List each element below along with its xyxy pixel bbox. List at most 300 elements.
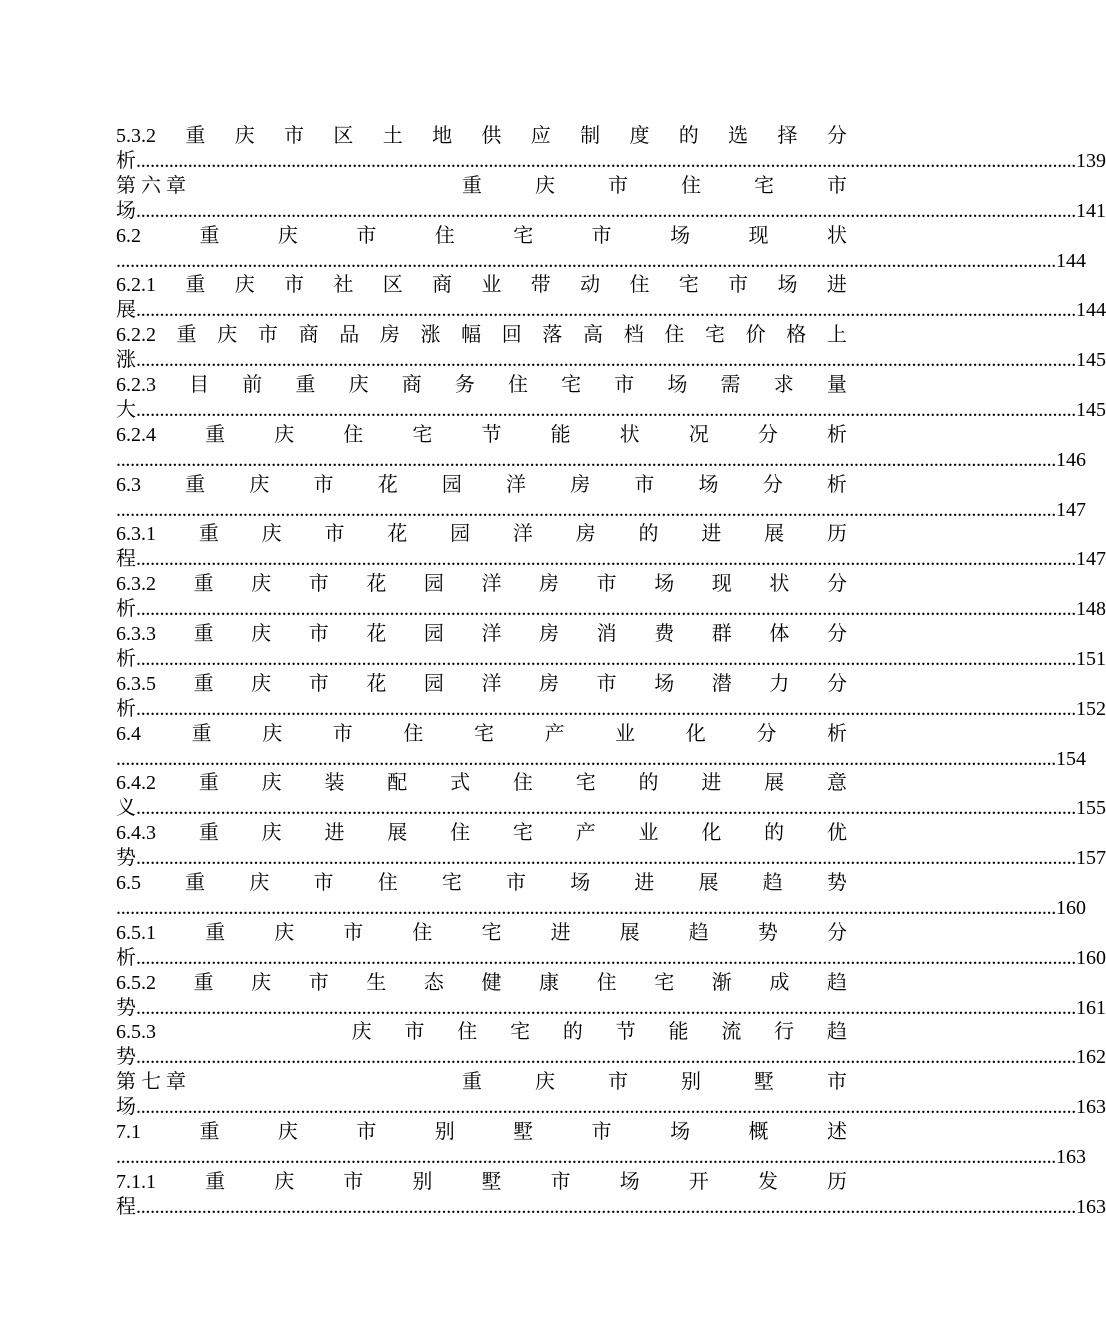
toc-entry[interactable] [116, 1170, 1106, 1220]
toc-section-number: 6.3.2 [116, 573, 156, 596]
toc-title-char: 洋 [481, 622, 502, 645]
toc-entry[interactable] [116, 423, 1087, 473]
toc-title-char: 宅 [512, 822, 533, 845]
toc-page-number: 162 [1076, 1046, 1106, 1069]
toc-title-char: 宅 [510, 1021, 531, 1044]
toc-title-char: 场 [777, 274, 798, 297]
toc-leader-dots: ........................................................................................................................................................................................................ [136, 797, 1077, 820]
toc-title-char: 展 [619, 921, 640, 944]
toc-title-char: 概 [748, 1120, 769, 1143]
toc-entry-leader-line [116, 647, 1106, 672]
toc-page-number: 146 [1056, 448, 1087, 471]
toc-title-char: 洋 [481, 672, 502, 695]
toc-entry-leader-line [116, 896, 1087, 921]
toc-title-char: 市 [284, 125, 305, 147]
toc-title-char: 务 [454, 373, 475, 396]
toc-entry-heading-line [116, 971, 847, 996]
toc-title-char: 庆 [261, 523, 282, 546]
toc-title-char: 现 [748, 224, 769, 247]
toc-title-char: 庆 [277, 1120, 298, 1143]
toc-entry-leader-line [116, 249, 1087, 274]
toc-title-char: 市 [827, 1071, 847, 1094]
toc-title-char: 房 [539, 573, 560, 596]
toc-title-char: 式 [450, 772, 471, 795]
toc-entry-leader-line [116, 846, 1106, 871]
toc-section-number: 7.1.1 [116, 1170, 156, 1193]
toc-title-char: 优 [826, 822, 847, 845]
toc-entry-leader-line [116, 398, 1106, 423]
toc-title-char: 分 [826, 921, 847, 944]
toc-title-tail: 程 [116, 1195, 136, 1218]
toc-title-char: 重 [193, 573, 214, 596]
toc-page-number: 160 [1056, 896, 1087, 919]
toc-entry[interactable] [116, 224, 1087, 274]
toc-title-char: 上 [826, 324, 847, 347]
toc-entry[interactable] [116, 323, 1106, 373]
toc-entry-leader-line [116, 996, 1106, 1021]
toc-entry-heading-line [116, 323, 847, 348]
toc-entry[interactable] [116, 921, 1106, 971]
toc-title-char: 市 [827, 174, 847, 197]
toc-page-number: 157 [1076, 847, 1106, 870]
toc-leader-dots: ........................................................................................................................................................................................................ [136, 847, 1077, 870]
toc-entry-heading-line [116, 622, 847, 647]
toc-entry-heading-line [116, 1070, 847, 1095]
toc-title-char: 市 [343, 921, 364, 944]
toc-title-char: 市 [313, 871, 334, 894]
toc-title-char: 分 [756, 722, 777, 745]
toc-title-char: 度 [629, 125, 650, 147]
toc-title-char: 档 [623, 324, 644, 347]
toc-section-number: 6.5.3 [116, 1021, 156, 1044]
toc-title-char: 行 [774, 1021, 795, 1044]
toc-title-char: 展 [764, 772, 785, 795]
toc-leader-dots: ........................................................................................................................................................................................................ [136, 946, 1077, 969]
toc-title-char: 花 [366, 573, 387, 596]
toc-entry-heading-line [116, 473, 847, 498]
toc-title-char: 庆 [274, 423, 295, 446]
toc-title-char: 重 [191, 722, 212, 745]
toc-page-number: 144 [1076, 299, 1106, 322]
toc-title-char: 重 [176, 324, 197, 347]
toc-leader-dots: ........................................................................................................................................................................................................ [116, 896, 1057, 919]
toc-title-char: 市 [591, 1120, 612, 1143]
toc-section-number: 6.5 [116, 871, 141, 894]
toc-title-char: 住 [596, 971, 617, 994]
toc-leader-dots: ........................................................................................................................................................................................................ [136, 398, 1077, 421]
toc-title-char: 市 [324, 523, 345, 546]
toc-section-number: 6.3.5 [116, 672, 156, 695]
toc-title-char: 的 [764, 822, 785, 845]
toc-title-char: 的 [562, 1021, 583, 1044]
toc-title-char: 择 [777, 125, 798, 147]
toc-entry[interactable] [116, 373, 1106, 423]
toc-entry[interactable] [116, 821, 1106, 871]
toc-title-char: 场 [619, 1170, 640, 1193]
toc-title-char: 历 [826, 1170, 847, 1193]
toc-title-char: 价 [745, 324, 766, 347]
toc-title-char: 别 [434, 1120, 455, 1143]
toc-title-char: 宅 [473, 722, 494, 745]
toc-title-char: 商 [298, 324, 319, 347]
toc-title-char: 能 [550, 423, 571, 446]
toc-page-number: 160 [1076, 946, 1106, 969]
toc-title-char: 庆 [535, 174, 555, 197]
toc-entry[interactable] [116, 871, 1087, 921]
toc-entry-heading-line [116, 722, 847, 747]
toc-title-tail: 析 [116, 150, 136, 172]
toc-title-char: 庆 [234, 125, 255, 147]
toc-page-number: 139 [1076, 150, 1106, 172]
toc-leader-dots: ........................................................................................................................................................................................................ [136, 697, 1077, 720]
toc-title-char: 进 [634, 871, 655, 894]
toc-entry[interactable] [116, 622, 1106, 672]
toc-title-char: 状 [769, 573, 790, 596]
toc-title-tail: 析 [116, 647, 136, 670]
toc-section-number: 7.1 [116, 1120, 141, 1143]
toc-title-char: 庆 [251, 971, 272, 994]
toc-title-char: 市 [404, 1021, 425, 1044]
toc-title-char: 化 [701, 822, 722, 845]
toc-title-char: 市 [257, 324, 278, 347]
toc-section-number: 6.5.1 [116, 921, 156, 944]
toc-title-char: 应 [530, 125, 551, 147]
toc-page-number: 151 [1076, 647, 1106, 670]
toc-entry[interactable] [116, 672, 1106, 722]
toc-section-number: 6.5.2 [116, 971, 156, 994]
toc-title-char: 洋 [481, 573, 502, 596]
toc-page-number: 163 [1076, 1096, 1106, 1119]
toc-title-char: 园 [423, 573, 444, 596]
toc-title-char: 趋 [826, 1021, 847, 1044]
toc-title-char: 品 [339, 324, 360, 347]
toc-title-char: 场 [570, 871, 591, 894]
toc-title-char: 宅 [441, 871, 462, 894]
toc-title-char: 前 [242, 373, 263, 396]
toc-title-char: 进 [550, 921, 571, 944]
toc-title-char: 市 [591, 224, 612, 247]
toc-title-char: 析 [826, 722, 847, 745]
toc-title-char: 健 [481, 971, 502, 994]
toc-title-char: 重 [193, 971, 214, 994]
toc-title-char: 重 [185, 125, 206, 147]
toc-title-tail: 场 [116, 1096, 136, 1119]
toc-title-char: 住 [412, 921, 433, 944]
toc-title-char: 园 [423, 622, 444, 645]
toc-title-char: 展 [764, 523, 785, 546]
toc-title-char: 别 [412, 1170, 433, 1193]
toc-title-char: 市 [308, 573, 329, 596]
toc-title-char: 庆 [234, 274, 255, 297]
toc-title-char: 市 [608, 174, 628, 197]
toc-title-char: 重 [193, 622, 214, 645]
toc-title-char: 住 [403, 722, 424, 745]
toc-title-char: 目 [189, 373, 210, 396]
toc-title-char: 发 [757, 1170, 778, 1193]
toc-title-char: 供 [481, 125, 502, 147]
toc-title-char: 格 [786, 324, 807, 347]
toc-title-char: 流 [721, 1021, 742, 1044]
toc-title-char: 幅 [461, 324, 482, 347]
toc-entry[interactable] [116, 722, 1087, 772]
toc-entry-heading-line [116, 1170, 847, 1195]
toc-leader-dots: ........................................................................................................................................................................................................ [136, 1096, 1077, 1119]
toc-title-char: 庆 [249, 473, 270, 496]
toc-title-char: 重 [185, 473, 206, 496]
toc-title-char: 商 [401, 373, 422, 396]
toc-title-char: 庆 [274, 921, 295, 944]
toc-title-char: 市 [308, 672, 329, 695]
toc-entry[interactable] [116, 971, 1106, 1021]
toc-title-tail: 义 [116, 797, 136, 820]
toc-title-tail: 析 [116, 598, 136, 621]
toc-section-number: 6.4.3 [116, 822, 156, 845]
toc-entry[interactable] [116, 273, 1106, 323]
toc-page-number: 152 [1076, 697, 1106, 720]
toc-title-char: 市 [313, 473, 334, 496]
toc-page-number: 145 [1076, 349, 1106, 372]
toc-title-char: 市 [343, 1170, 364, 1193]
toc-leader-dots: ........................................................................................................................................................................................................ [136, 1046, 1077, 1069]
toc-title-char: 花 [366, 672, 387, 695]
toc-title-char: 重 [198, 822, 219, 845]
toc-title-char: 成 [769, 971, 790, 994]
toc-title-char: 群 [711, 622, 732, 645]
toc-entry[interactable] [116, 473, 1087, 523]
toc-title-char: 花 [366, 622, 387, 645]
toc-title-char: 选 [728, 125, 749, 147]
toc-title-char: 况 [688, 423, 709, 446]
toc-leader-dots: ........................................................................................................................................................................................................ [136, 548, 1077, 571]
toc-title-char: 状 [826, 224, 847, 247]
toc-title-char: 涨 [420, 324, 441, 347]
toc-title-char: 进 [826, 274, 847, 297]
toc-title-char: 动 [580, 274, 601, 297]
toc-title-char: 回 [501, 324, 522, 347]
toc-title-char: 房 [539, 672, 560, 695]
toc-leader-dots: ........................................................................................................................................................................................................ [136, 647, 1077, 670]
toc-title-char: 住 [512, 772, 533, 795]
toc-title-char: 费 [654, 622, 675, 645]
toc-entry-heading-line [116, 224, 847, 249]
toc-entry-leader-line [116, 348, 1106, 373]
toc-entry[interactable] [116, 1120, 1087, 1170]
toc-entry[interactable] [116, 124, 1106, 174]
toc-title-char: 消 [596, 622, 617, 645]
toc-title-char: 带 [530, 274, 551, 297]
toc-title-char: 市 [308, 622, 329, 645]
toc-title-char: 房 [575, 523, 596, 546]
toc-entry[interactable] [116, 771, 1106, 821]
toc-title-char: 住 [629, 274, 650, 297]
toc-title-char: 庆 [262, 722, 283, 745]
toc-title-char: 住 [507, 373, 528, 396]
toc-entry-heading-line [116, 572, 847, 597]
toc-title-char: 展 [387, 822, 408, 845]
toc-title-char: 产 [575, 822, 596, 845]
toc-leader-dots: ........................................................................................................................................................................................................ [116, 1145, 1057, 1168]
toc-title-char: 现 [711, 573, 732, 596]
toc-title-char: 庆 [217, 324, 238, 347]
toc-title-char: 宅 [575, 772, 596, 795]
toc-title-char: 重 [295, 373, 316, 396]
toc-title-char: 宅 [754, 174, 774, 197]
toc-title-char: 园 [423, 672, 444, 695]
toc-leader-dots: ........................................................................................................................................................................................................ [136, 598, 1077, 621]
toc-title-char: 土 [382, 125, 403, 147]
toc-title-char: 住 [457, 1021, 478, 1044]
toc-leader-dots: ........................................................................................................................................................................................................ [136, 199, 1077, 222]
toc-title-char: 宅 [561, 373, 582, 396]
toc-title-char: 场 [654, 672, 675, 695]
toc-title-char: 历 [826, 523, 847, 546]
toc-leader-dots: ........................................................................................................................................................................................................ [136, 299, 1077, 322]
toc-title-char: 趋 [762, 871, 783, 894]
toc-title-char: 化 [685, 722, 706, 745]
toc-title-char: 配 [387, 772, 408, 795]
toc-title-char: 园 [450, 523, 471, 546]
toc-title-char: 开 [688, 1170, 709, 1193]
toc-title-char: 墅 [513, 1120, 534, 1143]
toc-page-number: 141 [1076, 199, 1106, 222]
toc-title-char: 场 [670, 1120, 691, 1143]
toc-title-char: 洋 [506, 473, 527, 496]
toc-entry-heading-line [116, 1020, 847, 1045]
toc-title-char: 分 [757, 423, 778, 446]
toc-title-char: 住 [377, 871, 398, 894]
toc-title-char: 进 [324, 822, 345, 845]
toc-section-number: 6.2 [116, 224, 141, 247]
toc-title-char: 市 [614, 373, 635, 396]
toc-title-char: 趋 [826, 971, 847, 994]
toc-section-number: 6.3.3 [116, 622, 156, 645]
toc-title-char: 住 [450, 822, 471, 845]
toc-title-char: 洋 [512, 523, 533, 546]
toc-page-number: 144 [1056, 249, 1087, 272]
toc-entry[interactable] [116, 1020, 1106, 1070]
toc-entry-leader-line [116, 547, 1106, 572]
toc-page-number: 163 [1056, 1145, 1087, 1168]
toc-title-char: 宅 [654, 971, 675, 994]
toc-leader-dots: ........................................................................................................................................................................................................ [136, 349, 1077, 372]
toc-title-char: 市 [596, 573, 617, 596]
toc-entry-heading-line [116, 871, 847, 896]
toc-title-tail: 析 [116, 697, 136, 720]
toc-title-char: 别 [681, 1071, 701, 1094]
table-of-contents [116, 124, 1106, 1220]
toc-title-char: 市 [506, 871, 527, 894]
toc-title-char: 庆 [261, 772, 282, 795]
toc-title-char: 的 [638, 772, 659, 795]
toc-title-char: 宅 [678, 274, 699, 297]
toc-title-char: 的 [638, 523, 659, 546]
toc-title-char: 能 [668, 1021, 689, 1044]
toc-section-number: 6.2.3 [116, 373, 156, 396]
toc-title-char: 庆 [251, 672, 272, 695]
toc-title-char: 分 [826, 672, 847, 695]
toc-title-char: 重 [462, 1071, 482, 1094]
toc-leader-dots: ........................................................................................................................................................................................................ [136, 996, 1077, 1019]
toc-entry[interactable] [116, 522, 1106, 572]
toc-entry-leader-line [116, 946, 1106, 971]
toc-title-char: 装 [324, 772, 345, 795]
toc-section-number: 第 六 章 [116, 174, 186, 197]
toc-page-number: 147 [1056, 498, 1087, 521]
toc-title-tail: 势 [116, 1046, 136, 1069]
toc-title-char: 市 [608, 1071, 628, 1094]
toc-title-char: 析 [826, 473, 847, 496]
toc-title-char: 市 [356, 224, 377, 247]
toc-title-tail: 大 [116, 398, 136, 421]
toc-entry-heading-line [116, 273, 847, 298]
toc-entry-leader-line [116, 697, 1106, 722]
toc-entry-heading-line [116, 672, 847, 697]
toc-title-char: 生 [366, 971, 387, 994]
toc-title-char: 地 [432, 125, 453, 147]
toc-entry-heading-line [116, 522, 847, 547]
toc-section-number: 6.2.4 [116, 423, 156, 446]
toc-section-number: 6.4 [116, 722, 141, 745]
toc-title-char: 宅 [704, 324, 725, 347]
toc-entry-heading-line [116, 821, 847, 846]
toc-title-char: 势 [757, 921, 778, 944]
toc-title-char: 重 [185, 871, 206, 894]
toc-title-char: 展 [698, 871, 719, 894]
toc-entry-leader-line [116, 199, 1106, 224]
toc-entry-leader-line [116, 597, 1106, 622]
toc-title-char: 渐 [711, 971, 732, 994]
toc-entry-heading-line [116, 124, 847, 149]
toc-title-char: 业 [638, 822, 659, 845]
toc-title-char: 重 [205, 1170, 226, 1193]
toc-page-number: 155 [1076, 797, 1106, 820]
toc-page-number: 145 [1076, 398, 1106, 421]
toc-entry[interactable] [116, 1070, 1106, 1120]
toc-title-char: 析 [826, 423, 847, 446]
toc-title-char: 墅 [481, 1170, 502, 1193]
toc-title-char: 市 [356, 1120, 377, 1143]
toc-title-char: 市 [284, 274, 305, 297]
toc-title-char: 分 [826, 125, 847, 147]
toc-title-char: 花 [377, 473, 398, 496]
toc-section-number: 第 七 章 [116, 1071, 186, 1094]
toc-title-char: 市 [634, 473, 655, 496]
toc-page-number: 147 [1076, 548, 1106, 571]
toc-title-char: 力 [769, 672, 790, 695]
toc-title-char: 宅 [513, 224, 534, 247]
toc-title-char: 庆 [277, 224, 298, 247]
toc-title-char: 求 [773, 373, 794, 396]
toc-entry-heading-line [116, 771, 847, 796]
toc-title-char: 商 [432, 274, 453, 297]
toc-section-number: 6.3 [116, 473, 141, 496]
toc-section-number: 6.2.2 [116, 324, 156, 347]
toc-title-char: 进 [701, 772, 722, 795]
toc-title-char: 分 [826, 573, 847, 596]
toc-title-char: 墅 [754, 1071, 774, 1094]
toc-entry-leader-line [116, 1095, 1106, 1120]
toc-title-char: 住 [681, 174, 701, 197]
toc-entry[interactable] [116, 174, 1106, 224]
toc-title-char: 意 [826, 772, 847, 795]
toc-title-char: 房 [570, 473, 591, 496]
toc-title-char: 庆 [251, 573, 272, 596]
toc-title-char: 业 [615, 722, 636, 745]
toc-title-char: 重 [198, 772, 219, 795]
toc-leader-dots: ........................................................................................................................................................................................................ [116, 448, 1057, 471]
toc-title-char: 房 [539, 622, 560, 645]
toc-entry[interactable] [116, 572, 1106, 622]
